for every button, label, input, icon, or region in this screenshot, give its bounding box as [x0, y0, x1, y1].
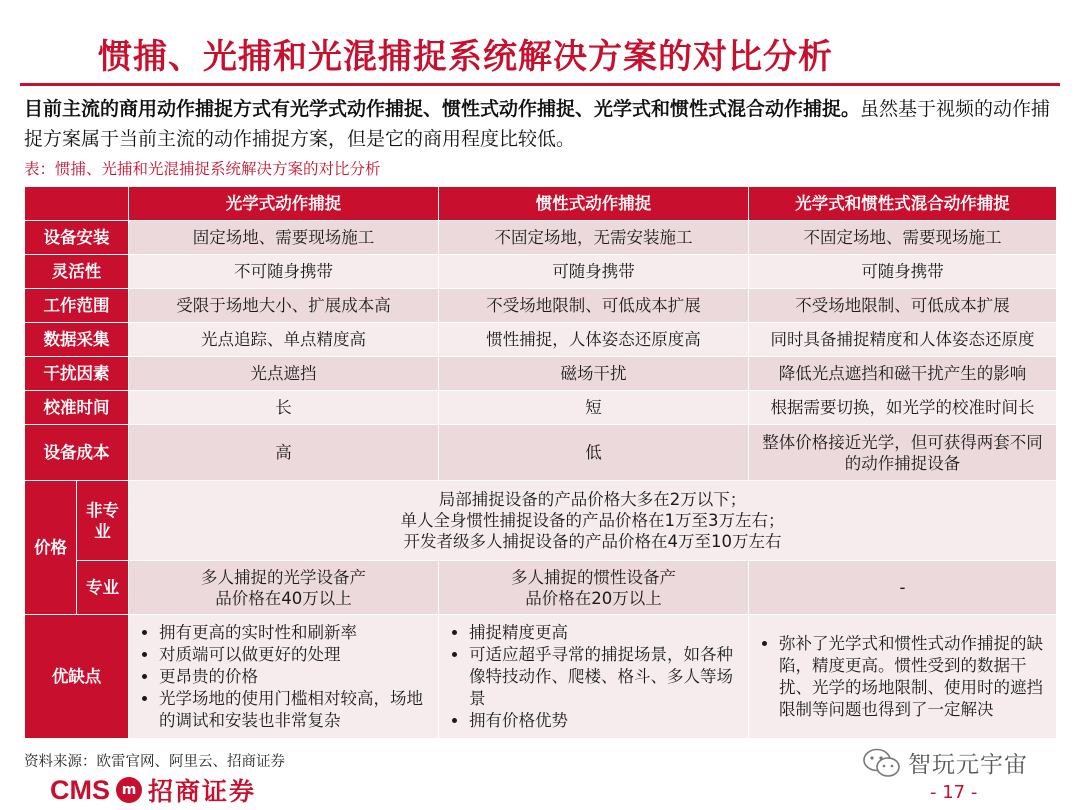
intro-normal-text: 虽然基于视频的动作捕捉方案属于当前主流的动作捕捉方案，但是它的商用程度比较低。	[24, 98, 1051, 150]
row-label: 设备安装	[25, 221, 129, 255]
wechat-icon	[862, 747, 902, 779]
logo-mark-icon: m	[116, 777, 142, 803]
title-divider	[20, 83, 1060, 86]
row-label: 校准时间	[25, 391, 129, 425]
table-cell: 不固定场地、需要现场施工	[749, 221, 1057, 255]
pros-cons-hybrid	[749, 615, 1057, 739]
table-cell: -	[749, 561, 1057, 615]
table-row	[25, 357, 1057, 391]
price-nonpro-label: 非专业	[77, 481, 129, 561]
logo-latin-text: CMS	[50, 774, 110, 805]
row-label: 数据采集	[25, 323, 129, 357]
table-cell: 光点遮挡	[129, 357, 439, 391]
table-cell: 固定场地、需要现场施工	[129, 221, 439, 255]
price-nonpro-cell	[129, 481, 1057, 561]
list-item: • 拥有更高的实时性和刷新率	[159, 622, 432, 644]
table-row	[25, 221, 1057, 255]
pros-cons-label: 优缺点	[25, 615, 129, 739]
price-nonpro-line: 单人全身惯性捕捉设备的产品价格在1万至3万左右；	[400, 511, 785, 530]
table-cell: 多人捕捉的光学设备产品价格在40万以上	[129, 561, 439, 615]
list-item: • 光学场地的使用门槛相对较高，场地的调试和安装也非常复杂	[159, 688, 432, 732]
table-cell: 低	[439, 425, 749, 481]
table-cell: 不可随身携带	[129, 255, 439, 289]
table-caption: 表：惯捕、光捕和光混捕捉系统解决方案的对比分析	[24, 160, 381, 178]
table-cell: 降低光点遮挡和磁干扰产生的影响	[749, 357, 1057, 391]
header-inertial: 惯性式动作捕捉	[439, 187, 749, 221]
table-row	[25, 391, 1057, 425]
table-cell: 根据需要切换，如光学的校准时间长	[749, 391, 1057, 425]
intro-paragraph	[24, 94, 1060, 154]
pros-cons-row	[25, 615, 1057, 739]
wechat-account-name: 智玩元宇宙	[908, 752, 1028, 778]
page-title: 惯捕、光捕和光混捕捉系统解决方案的对比分析	[98, 37, 833, 77]
table-row	[25, 323, 1057, 357]
list-item: • 拥有价格优势	[469, 710, 742, 732]
table-cell: 多人捕捉的惯性设备产品价格在20万以上	[439, 561, 749, 615]
pros-cons-inertial	[439, 615, 749, 739]
row-label: 干扰因素	[25, 357, 129, 391]
table-header-row	[25, 187, 1057, 221]
price-nonpro-row	[25, 481, 1057, 561]
row-label: 工作范围	[25, 289, 129, 323]
table-cell: 长	[129, 391, 439, 425]
table-cell: 光点追踪、单点精度高	[129, 323, 439, 357]
header-hybrid: 光学式和惯性式混合动作捕捉	[749, 187, 1057, 221]
pros-cons-optical	[129, 615, 439, 739]
price-pro-row	[25, 561, 1057, 615]
page-number: - 17 -	[930, 782, 978, 803]
table-cell: 可随身携带	[749, 255, 1057, 289]
table-row	[25, 425, 1057, 481]
row-label: 设备成本	[25, 425, 129, 481]
table-cell: 可随身携带	[439, 255, 749, 289]
table-row	[25, 255, 1057, 289]
cms-logo	[50, 772, 256, 808]
source-note: 资料来源：欧雷官网、阿里云、招商证券	[24, 754, 285, 770]
table-cell: 受限于场地大小、扩展成本高	[129, 289, 439, 323]
header-corner	[25, 187, 129, 221]
price-nonpro-line: 开发者级多人捕捉设备的产品价格在4万至10万左右	[403, 532, 782, 551]
list-item: • 可适应超乎寻常的捕捉场景，如各种像特技动作、爬楼、格斗、多人等场景	[469, 644, 742, 710]
header-optical: 光学式动作捕捉	[129, 187, 439, 221]
table-row	[25, 289, 1057, 323]
table-cell: 惯性捕捉，人体姿态还原度高	[439, 323, 749, 357]
list-item: • 弥补了光学式和惯性式动作捕捉的缺陷，精度更高。惯性受到的数据干扰、光学的场地限制、使用时的遮挡限制等问题也得到了一定解决	[779, 633, 1050, 721]
row-label: 灵活性	[25, 255, 129, 289]
table-cell: 不固定场地，无需安装施工	[439, 221, 749, 255]
price-pro-label: 专业	[77, 561, 129, 615]
price-nonpro-line: 局部捕捉设备的产品价格大多在2万以下；	[438, 490, 747, 509]
list-item: • 捕捉精度更高	[469, 622, 742, 644]
price-label: 价格	[25, 481, 77, 615]
comparison-table	[24, 186, 1057, 739]
logo-chinese-text: 招商证券	[148, 777, 257, 806]
list-item: • 更昂贵的价格	[159, 666, 432, 688]
table-cell: 同时具备捕捉精度和人体姿态还原度	[749, 323, 1057, 357]
wechat-watermark	[862, 746, 1028, 779]
table-cell: 高	[129, 425, 439, 481]
list-item: • 对质端可以做更好的处理	[159, 644, 432, 666]
table-cell: 不受场地限制、可低成本扩展	[749, 289, 1057, 323]
table-cell: 不受场地限制、可低成本扩展	[439, 289, 749, 323]
table-cell: 短	[439, 391, 749, 425]
table-cell: 整体价格接近光学，但可获得两套不同的动作捕捉设备	[749, 425, 1057, 481]
table-cell: 磁场干扰	[439, 357, 749, 391]
intro-bold-text: 目前主流的商用动作捕捉方式有光学式动作捕捉、惯性式动作捕捉、光学式和惯性式混合动作捕捉。	[24, 98, 861, 120]
